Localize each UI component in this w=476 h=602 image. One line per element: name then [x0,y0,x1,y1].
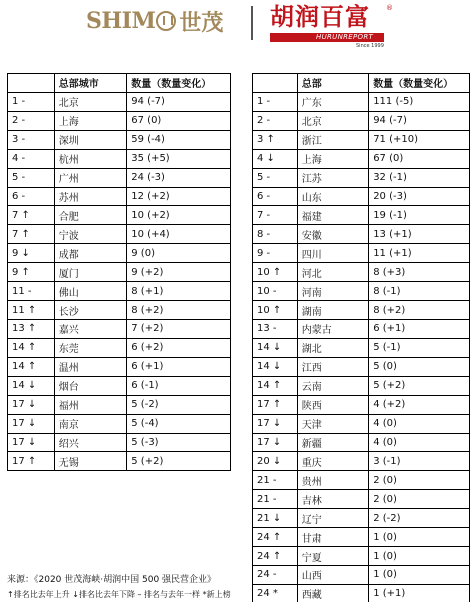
rank-cell: 17 ↓ [253,433,298,452]
count-cell: 5 (-3) [127,433,231,452]
count-cell: 12 (+2) [127,187,231,206]
registered-mark: ® [386,4,393,12]
count-cell: 9 (0) [127,244,231,263]
count-cell: 20 (-3) [369,187,470,206]
count-cell: 5 (-2) [127,395,231,414]
rank-cell: 6 - [8,187,55,206]
table-row [253,244,470,263]
rank-cell: 24 ↑ [253,528,298,547]
name-cell: 上海 [54,111,127,130]
count-cell: 10 (+2) [127,206,231,225]
name-cell: 安徽 [297,225,368,244]
name-cell: 无锡 [54,452,127,471]
name-cell: 深圳 [54,130,127,149]
table-row [8,282,231,301]
rank-cell: 21 - [253,471,298,490]
count-cell: 7 (+2) [127,319,231,338]
rank-cell: 17 ↓ [8,414,55,433]
name-cell: 贵州 [297,471,368,490]
table-row [8,130,231,149]
count-cell: 5 (-1) [369,338,470,357]
count-cell: 8 (+2) [369,301,470,320]
count-cell: 1 (0) [369,565,470,584]
count-cell: 2 (0) [369,471,470,490]
table-row [253,92,470,111]
count-cell: 8 (-1) [369,282,470,301]
count-cell: 11 (+1) [369,244,470,263]
rank-cell: 13 ↑ [8,319,55,338]
table-row [8,452,231,471]
rank-cell: 5 - [8,168,55,187]
name-cell: 西藏 [297,584,368,602]
name-cell: 嘉兴 [54,319,127,338]
name-cell: 湖南 [297,301,368,320]
name-cell: 湖北 [297,338,368,357]
name-cell: 宁夏 [297,547,368,566]
table-row [8,357,231,376]
count-cell: 67 (0) [127,111,231,130]
count-cell: 6 (+1) [369,319,470,338]
count-cell: 5 (0) [369,357,470,376]
rank-cell: 14 ↓ [253,338,298,357]
table-row [8,395,231,414]
count-cell: 5 (+2) [369,376,470,395]
rank-cell: 17 ↓ [8,395,55,414]
name-cell: 绍兴 [54,433,127,452]
count-cell: 6 (-1) [127,376,231,395]
rank-cell: 9 ↑ [8,263,55,282]
table-row [253,301,470,320]
province-ranking-table [252,73,470,602]
shimao-wordmark: SHIM [86,8,156,34]
table-row [8,338,231,357]
table-row [253,338,470,357]
city-ranking-table [7,73,231,471]
name-cell: 江西 [297,357,368,376]
name-cell: 苏州 [54,187,127,206]
hurun-english-name: HURUNREPORT [316,33,374,41]
count-cell: 4 (0) [369,414,470,433]
hurun-logo [270,3,393,49]
name-cell: 厦门 [54,263,127,282]
rank-cell: 17 ↓ [8,433,55,452]
name-cell: 南京 [54,414,127,433]
rank-cell: 7 ↑ [8,206,55,225]
rank-cell: 10 - [253,282,298,301]
hurun-since: Since 1999 [356,43,384,49]
name-cell: 北京 [297,111,368,130]
rank-cell: 14 ↓ [8,376,55,395]
table-row [253,490,470,509]
count-cell: 3 (-1) [369,452,470,471]
province-ranking-body [253,92,470,602]
legend-note: ↑排名比去年上升 ↓排名比去年下降 – 排名与去年一样 *新上榜 [7,590,231,599]
rank-cell: 4 - [8,149,55,168]
table-row [8,414,231,433]
name-cell: 广州 [54,168,127,187]
name-cell: 长沙 [54,301,127,320]
table-row [253,206,470,225]
name-cell: 重庆 [297,452,368,471]
count-cell: 1 (+1) [369,584,470,602]
count-column-header: 数量（数量变化） [127,74,231,93]
rank-column-header [8,74,55,93]
rank-cell: 21 - [253,490,298,509]
rank-cell: 14 ↑ [8,357,55,376]
rank-cell: 3 - [8,130,55,149]
count-cell: 8 (+1) [127,282,231,301]
table-row [253,111,470,130]
name-cell: 山东 [297,187,368,206]
count-cell: 94 (-7) [127,92,231,111]
rank-cell: 8 - [253,225,298,244]
table-row [253,357,470,376]
table-row [253,509,470,528]
count-cell: 5 (-4) [127,414,231,433]
name-cell: 吉林 [297,490,368,509]
name-cell: 杭州 [54,149,127,168]
rank-cell: 17 ↑ [253,395,298,414]
count-cell: 9 (+2) [127,263,231,282]
table-header-row [253,74,470,93]
count-cell: 4 (0) [369,433,470,452]
province-column-header: 总部 [297,74,368,93]
rank-column-header [253,74,298,93]
rank-cell: 17 ↓ [253,414,298,433]
rank-cell: 9 ↓ [8,244,55,263]
table-row [8,225,231,244]
count-cell: 6 (+2) [127,338,231,357]
count-cell: 4 (+2) [369,395,470,414]
count-cell: 94 (-7) [369,111,470,130]
rank-cell: 2 - [8,111,55,130]
rank-cell: 10 ↑ [253,301,298,320]
rank-cell: 1 - [253,92,298,111]
rank-cell: 14 ↑ [253,376,298,395]
rank-cell: 13 - [253,319,298,338]
count-cell: 71 (+10) [369,130,470,149]
name-cell: 江苏 [297,168,368,187]
table-row [253,376,470,395]
name-cell: 云南 [297,376,368,395]
table-row [8,168,231,187]
count-cell: 13 (+1) [369,225,470,244]
rank-cell: 24 - [253,565,298,584]
name-cell: 新疆 [297,433,368,452]
name-cell: 福州 [54,395,127,414]
table-row [253,414,470,433]
table-row [253,187,470,206]
city-column-header: 总部城市 [54,74,127,93]
count-cell: 111 (-5) [369,92,470,111]
rank-cell: 5 - [253,168,298,187]
table-row [8,92,231,111]
count-cell: 8 (+2) [127,301,231,320]
table-row [253,471,470,490]
rank-cell: 6 - [253,187,298,206]
table-row [253,547,470,566]
count-cell: 1 (0) [369,528,470,547]
name-cell: 河北 [297,263,368,282]
rank-cell: 2 - [253,111,298,130]
table-row [8,301,231,320]
table-row [253,452,470,471]
table-row [253,225,470,244]
name-cell: 上海 [297,149,368,168]
rank-cell: 3 ↑ [253,130,298,149]
table-row [253,263,470,282]
rank-cell: 20 ↓ [253,452,298,471]
name-cell: 陕西 [297,395,368,414]
rank-cell: 24 ↑ [253,547,298,566]
count-cell: 5 (+2) [127,452,231,471]
table-row [253,528,470,547]
source-note: 来源：《2020 世茂海峡·胡润中国 500 强民营企业》 [7,575,217,585]
name-cell: 甘肃 [297,528,368,547]
rank-cell: 21 ↓ [253,509,298,528]
table-row [253,319,470,338]
shimao-chinese-name: 世茂 [179,10,224,36]
table-row [253,168,470,187]
name-cell: 广东 [297,92,368,111]
name-cell: 内蒙古 [297,319,368,338]
rank-cell: 14 ↑ [8,338,55,357]
table-row [8,263,231,282]
table-row [8,206,231,225]
rank-cell: 7 ↑ [8,225,55,244]
name-cell: 宁波 [54,225,127,244]
name-cell: 佛山 [54,282,127,301]
count-cell: 32 (-1) [369,168,470,187]
logo-divider [251,6,253,40]
shimao-emblem-icon [156,11,176,31]
rank-cell: 17 ↑ [8,452,55,471]
count-cell: 1 (0) [369,547,470,566]
count-cell: 8 (+3) [369,263,470,282]
rank-cell: 14 ↓ [253,357,298,376]
rank-cell: 4 ↓ [253,149,298,168]
rank-cell: 7 - [253,206,298,225]
shimao-logo [86,6,223,36]
hurun-chinese-name: 胡润百富 [270,3,370,31]
name-cell: 合肥 [54,206,127,225]
name-cell: 福建 [297,206,368,225]
name-cell: 浙江 [297,130,368,149]
rank-cell: 1 - [8,92,55,111]
city-ranking-body [8,92,231,470]
name-cell: 山西 [297,565,368,584]
count-cell: 67 (0) [369,149,470,168]
table-row [8,376,231,395]
name-cell: 四川 [297,244,368,263]
table-row [8,319,231,338]
table-row [8,433,231,452]
table-row [253,282,470,301]
name-cell: 温州 [54,357,127,376]
name-cell: 烟台 [54,376,127,395]
table-row [253,130,470,149]
name-cell: 东莞 [54,338,127,357]
rank-cell: 11 - [8,282,55,301]
count-column-header: 数量（数量变化） [369,74,470,93]
count-cell: 19 (-1) [369,206,470,225]
table-row [8,244,231,263]
table-row [253,149,470,168]
table-header-row [8,74,231,93]
name-cell: 辽宁 [297,509,368,528]
table-row [253,433,470,452]
name-cell: 河南 [297,282,368,301]
table-row [8,149,231,168]
name-cell: 北京 [54,92,127,111]
count-cell: 35 (+5) [127,149,231,168]
table-row [8,187,231,206]
count-cell: 24 (-3) [127,168,231,187]
table-row [253,395,470,414]
count-cell: 2 (-2) [369,509,470,528]
header [0,0,476,58]
name-cell: 成都 [54,244,127,263]
rank-cell: 9 - [253,244,298,263]
rank-cell: 24 * [253,584,298,602]
table-row [8,111,231,130]
rank-cell: 11 ↑ [8,301,55,320]
name-cell: 天津 [297,414,368,433]
count-cell: 59 (-4) [127,130,231,149]
count-cell: 6 (+1) [127,357,231,376]
count-cell: 2 (0) [369,490,470,509]
count-cell: 10 (+4) [127,225,231,244]
rank-cell: 10 ↑ [253,263,298,282]
